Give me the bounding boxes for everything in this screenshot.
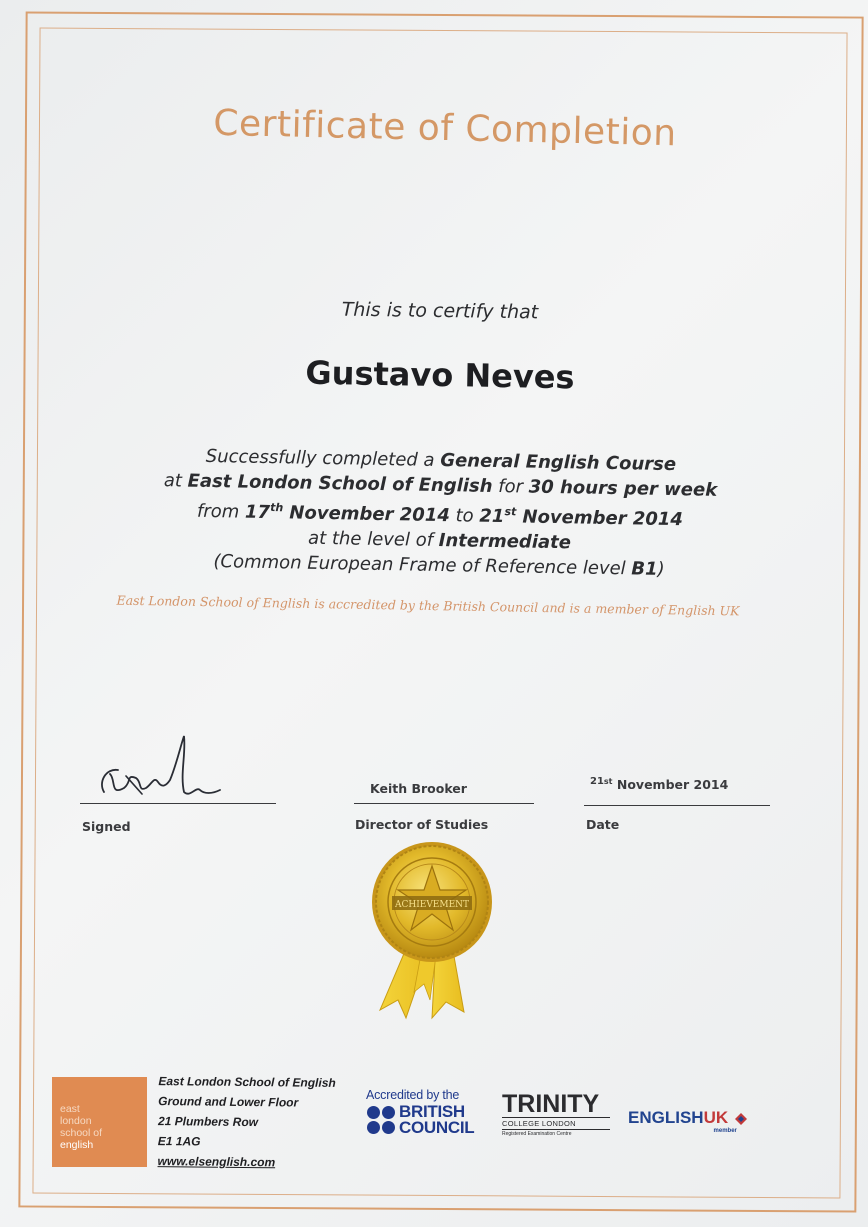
certificate-title: Certificate of Completion (212, 102, 678, 155)
british-council-dots-icon (366, 1105, 396, 1135)
trinity-wordmark: TRINITY (502, 1090, 600, 1118)
director-label: Director of Studies (355, 817, 489, 832)
trinity-subtitle-2: Registered Examination Centre (502, 1129, 610, 1137)
address-line: East London School of English (158, 1074, 336, 1090)
address-line: 21 Plumbers Row (157, 1114, 259, 1130)
dates-line-prefix: from (196, 500, 246, 523)
trinity-subtitle: COLLEGE LONDON (502, 1117, 610, 1128)
accreditation-note: East London School of English is accredited by the British Council and is a member of English UK (116, 592, 740, 619)
school-address (157, 1071, 335, 1173)
cefr-line-suffix: ) (657, 558, 665, 580)
gold-seal-ribbon-icon (366, 842, 496, 1022)
address-line: Ground and Lower Floor (158, 1094, 299, 1110)
end-date: 21st November 2014 (479, 505, 684, 531)
englishuk-english: ENGLISH (628, 1108, 704, 1127)
school-line-mid: for (492, 475, 529, 498)
cefr-line-prefix: (Common European Frame of Reference level (213, 551, 632, 580)
signed-label: Signed (82, 819, 131, 834)
course-name: General English Course (440, 449, 677, 476)
englishuk-member: member (713, 1128, 737, 1134)
dates-line-to: to (449, 505, 480, 527)
english-uk-chevron-icon (733, 1111, 749, 1127)
bc-word-council: COUNCIL (399, 1118, 475, 1137)
logo-line: english (60, 1139, 94, 1151)
director-name: Keith Brooker (370, 781, 467, 796)
level-name: Intermediate (438, 529, 572, 554)
british-council-logo (366, 1088, 496, 1136)
website-link[interactable]: www.elsenglish.com (157, 1154, 276, 1170)
logo-line: east (60, 1103, 80, 1115)
course-details (139, 443, 741, 583)
certify-intro: This is to certify that (341, 298, 539, 324)
director-line (354, 803, 534, 804)
els-logo (52, 1077, 147, 1167)
course-line-prefix: Successfully completed a (205, 445, 441, 471)
date-label: Date (586, 817, 620, 832)
seal-text: ACHIEVEMENT (394, 900, 470, 910)
cefr-level: B1 (631, 558, 658, 580)
english-uk-logo (628, 1108, 749, 1134)
bc-accredited-text: Accredited by the (366, 1088, 460, 1102)
bc-word-british: BRITISH (399, 1102, 465, 1121)
recipient-name: Gustavo Neves (305, 353, 575, 397)
course-hours: 30 hours per week (528, 476, 718, 501)
level-line-prefix: at the level of (307, 527, 439, 551)
signed-date: $^{21st}$ November 2014 (590, 776, 729, 793)
logo-line: school of (60, 1127, 103, 1139)
date-line (584, 805, 770, 806)
logo-line: london (60, 1115, 92, 1127)
trinity-logo (502, 1092, 610, 1137)
school-name: East London School of English (187, 470, 493, 497)
address-line: E1 1AG (157, 1134, 201, 1149)
signature-line (80, 803, 276, 804)
englishuk-uk: UK (703, 1108, 729, 1127)
school-line-prefix: at (163, 470, 188, 492)
start-date: 17th November 2014 (244, 501, 451, 527)
handwritten-signature (96, 730, 226, 810)
